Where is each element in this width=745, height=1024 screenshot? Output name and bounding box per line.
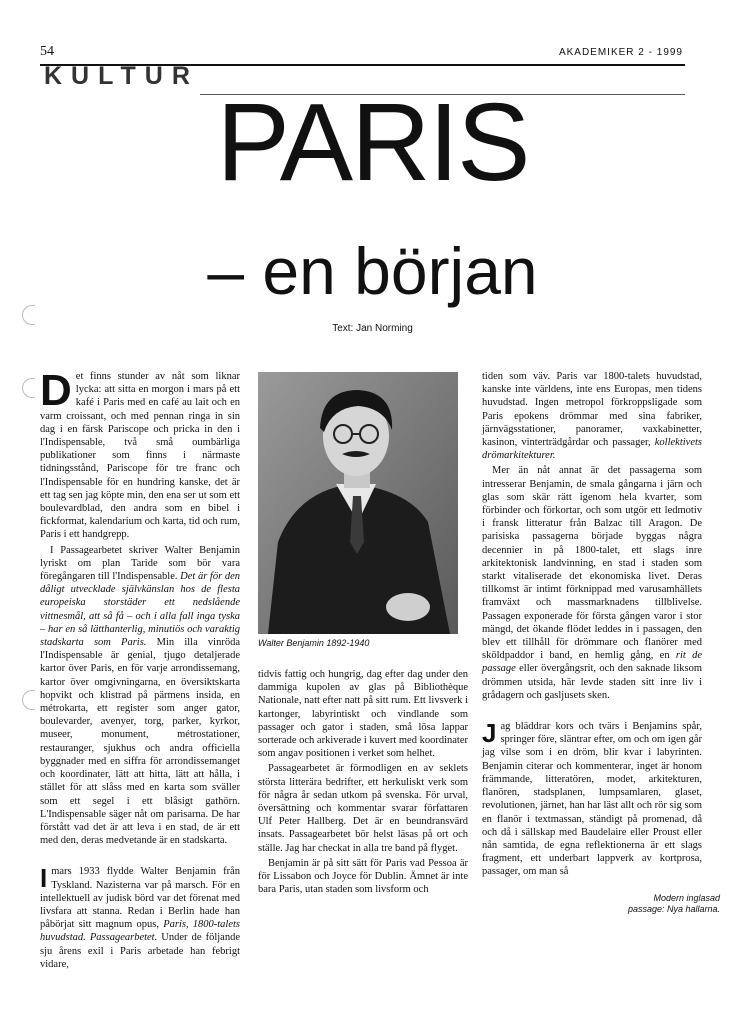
portrait-illustration — [258, 372, 458, 634]
drop-cap: D — [40, 366, 72, 415]
paragraph — [40, 865, 240, 971]
article-column-left — [40, 366, 240, 973]
binding-hole — [22, 378, 35, 398]
issue-label: AKADEMIKER 2 - 1999 — [558, 47, 683, 58]
quote-text: kollektivets drömarkitekturer. — [482, 437, 702, 462]
drop-cap: J — [482, 718, 497, 749]
article-column-middle — [258, 668, 468, 898]
drop-cap: I — [40, 863, 48, 894]
binding-hole — [22, 305, 35, 325]
portrait-photo — [258, 372, 458, 634]
photo-caption: Walter Benjamin 1892-1940 — [258, 638, 370, 648]
paragraph: Passagearbetet är förmodligen en av seklets största litterära bedrifter, ett herkuliskt verk som för några år sedan utkom på svenska. För urval, översättning och kommentar svarar författaren Ulf Peter Hallberg. Det är en beundransvärd insats. Passagearbetet bör helst läsas på ort och ställe. Jag har checkat in alla tre band på flyget. — [258, 763, 468, 854]
caption-line: passage: Nya hallarna. — [627, 904, 720, 914]
page-number: 54 — [40, 44, 54, 59]
binding-hole — [22, 690, 35, 710]
article-column-right — [482, 370, 702, 881]
paragraph-text: et finns stunder av nåt som liknar lycka: att sitta en morgon i mars på ett kafé i Paris med en café au lait och en varm croissant, och med pennan ringa in sin dag i en färsk Pariscope och pricka in den i l'Indispensable, två små oumbärliga publikationer som finns i närmaste tidningsstånd, Pariscope för tre franc och l'Indispensable för en hundring kanske, det är ett tag sen jag köpte min, den ena ser ut som ett boulevardblad, den andra som en bibel i fickformat, kalendarium och karta, tid och rum, Paris i ett handgrepp. — [40, 371, 240, 541]
paragraph: Benjamin är på sitt sätt för Paris vad Pessoa är för Lissabon och Joyce för Dublin. Ämnet är inte bara Paris, utan staden som livsform och — [258, 857, 468, 896]
picture-caption — [590, 893, 720, 915]
paragraph — [40, 544, 240, 848]
quote-text: Det är för den dåligt utvecklade självkänslan hos de flesta europeiska storstäder ett nedslående vittnesmål, att så få – och i alla fall inga tyska – har en så lätthanterlig, minutiös och varaktig stadskarta som Paris. — [40, 571, 240, 649]
headline-title: PARIS — [216, 81, 529, 204]
paragraph — [482, 464, 702, 702]
paragraph-text: mars 1933 flydde Walter Benjamin från Tyskland. Nazisterna var på marsch. För en intellektuell av judisk börd var det förenat med livsfara att stanna. Redan i Berlin hade han påbörjat sitt magnum opus, — [40, 866, 240, 931]
caption-line: Modern inglasad — [653, 893, 720, 903]
paragraph: tidvis fattig och hungrig, dag efter dag under den dammiga kupolen av glas på Bibliothèque Nationale, natt efter natt på sitt rum. Ett livsverk i kartonger, labyrintiskt och vindlande som passager och gator i staden, små lösa lappar sorterade och arkiverade i kuvert med koordinater som angav positionen i verket som helhet. — [258, 669, 468, 760]
paragraph — [40, 366, 240, 542]
paragraph-text: Under de följande sju årens exil i Paris arbetade han febrigt vidare, — [40, 932, 240, 970]
paragraph — [482, 370, 702, 462]
paragraph-text: I Passagearbetet skriver Walter Benjamin lyriskt om plan Taride som bör vara föregångaren till l'Indispensable. — [40, 544, 240, 583]
paragraph-text: eller övergångsrit, och den saknade liksom drömmen utsida, här levde staden sitt inre liv i grådagern och gasljusets sken. — [482, 663, 702, 701]
paragraph-text: Min illa vinröda l'Indispensable är genial, tjugo detaljerade kartor över Paris, en för varje arrondissemang, kartor över omgivningarna, en översiktskarta hopvikt och klistrad på pärmens insida, en métrokarta, ett register som anger gator, boulevarder, avenyer, torg, parker, kyrkor, museer, monument, métrostationer, restauranger, sjukhus och andra officiella byggnader med en siffra för arrondissemanget och koordinater, lätt att hitta, lätt att hålla, i stället för att slåss med en karta som sväller som ett segel i ett blåsigt gathörn. L'Indispensable säger nåt om parisarna. De har förstått vad det är att leva i en stad, de är ett med den, deras medvetande är en stadskarta. — [40, 637, 240, 847]
paragraph-text: tiden som väv. Paris var 1800-talets huvudstad, kanske inte världens, inte ens Europas, men tidens huvudstad. Ingen metropol förkroppsligade som Paris epokens drömmar med sina fabriker, järnvägsstationer, panoramer, vaxkabinetter, kasinon, vinterträdgårdar och passager, — [482, 371, 702, 449]
quote-text: rit de passage — [482, 650, 702, 675]
section-label: KULTUR — [44, 62, 199, 90]
byline: Text: Jan Norming — [332, 323, 413, 334]
book-title: Paris, 1800-talets huvudstad. Passagearbetet. — [40, 919, 240, 944]
headline-subtitle: – en början — [207, 234, 538, 308]
paragraph — [482, 720, 702, 878]
paragraph-text: ag bläddrar kors och tvärs i Benjamins spår, springer före, släntrar efter, om och om igen går jag vilse som i en dröm, blir kvar i labyrinten. Benjamin citerar och kommenterar, inget är honom främmande, litteratören, modet, arkitekturen, flanören, stadsplanen, lumpsamlaren, glaset, revolutionen, järnet, han har läst allt och rör sig som en flanör i textmassan, ständigt på promenad, då och då i sällskap med Baudelaire eller Proust eller nån samtida, de egna reflektionerna är ett slags fragment, ett underbart lappverk av kortprosa, passager, om man så — [482, 721, 702, 878]
paragraph-text: Mer än nåt annat är det passagerna som intresserar Benjamin, de smala gångarna i järn och glas som skär rätt igenom hela kvarter, som förbinder och förkortar, och som utgör ett ledmotiv i fransk litteratur från Balzac till Aragon. De parisiska passagerna började byggas några decennier in på 1800-talet, ett slags inre arkitektonisk landvinning, en stad i staden som starkt vitaliserade det ekonomiska livet. Deras tillkomst är intimt förknippad med varusamhällets framväxt och massmarknadens tillblivelse. Passagen exponerade för första gången varor i stor mängd, det ökande flödet leddes in i passagen, den blev ett tillhåll för drömmare och flanörer med sköldpaddor i band, en hemlig gång, en — [482, 465, 702, 662]
